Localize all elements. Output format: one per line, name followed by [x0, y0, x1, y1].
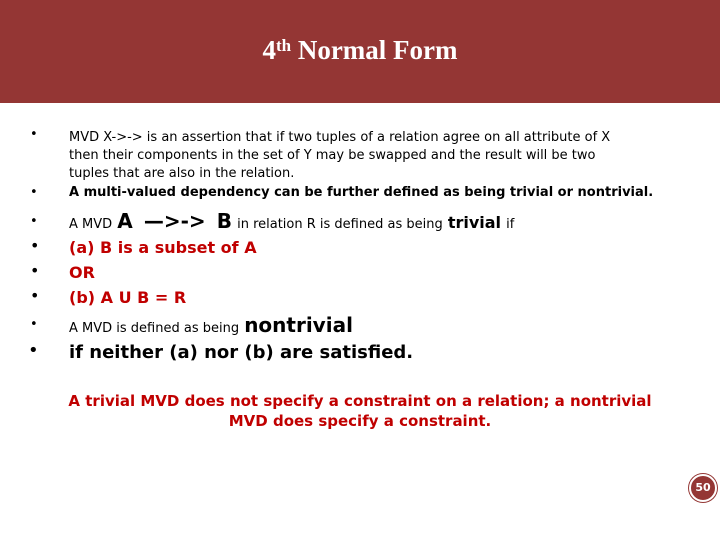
text-relation-defined: in relation R is defined as being — [237, 217, 443, 232]
text-nontrivial: nontrivial — [244, 313, 353, 337]
text-trivial: trivial — [447, 213, 502, 232]
text-attr-a: A — [117, 209, 133, 233]
text-if: if — [506, 217, 515, 232]
bullet-dot: • — [30, 236, 40, 255]
summary-line2: MVD does specify a constraint. — [228, 412, 492, 430]
bullet-mvd-definition-line2: then their components in the set of Y may be swapped and the result will be two — [69, 148, 596, 163]
text-a-mvd: A MVD — [69, 217, 113, 232]
bullet-dot: • — [30, 214, 38, 229]
summary-line1: A trivial MVD does not specify a constraint on a relation; a nontrivial — [68, 392, 652, 410]
title-text: Normal Form — [291, 35, 458, 65]
text-mvd-arrow: —>-> — [143, 209, 206, 233]
bullet-dot: • — [30, 317, 38, 332]
bullet-mvd-trivial-definition — [69, 206, 514, 238]
bullet-dot: • — [28, 340, 39, 361]
title-superscript: th — [275, 36, 292, 55]
bullet-condition-a: (a) B is a subset of A — [69, 238, 257, 257]
text-attr-b: B — [216, 209, 232, 233]
text-mvd-defined: A MVD is defined as being — [69, 321, 240, 336]
bullet-neither-condition: if neither (a) nor (b) are satisfied. — [69, 342, 414, 363]
bullet-dot: • — [30, 185, 38, 200]
bullet-dot: • — [30, 261, 40, 280]
bullet-dot: • — [30, 286, 40, 305]
bullet-dot: • — [30, 127, 38, 142]
slide-title — [0, 34, 720, 66]
bullet-mvd-definition-line3: tuples that are also in the relation. — [69, 166, 295, 181]
page-number: 50 — [695, 481, 711, 494]
bullet-condition-b: (b) A U B = R — [69, 288, 187, 307]
title-bar — [0, 0, 720, 103]
bullet-mvd-definition-line1: MVD X->-> is an assertion that if two tuples of a relation agree on all attribute of X — [69, 130, 611, 145]
summary-note — [40, 391, 680, 431]
bullet-nontrivial-definition — [69, 310, 353, 342]
title-number: 4 — [262, 35, 276, 65]
bullet-trivial-nontrivial: A multi-valued dependency can be further defined as being trivial or nontrivial. — [69, 185, 654, 200]
page-number-badge — [689, 474, 717, 502]
bullet-or: OR — [69, 263, 95, 282]
